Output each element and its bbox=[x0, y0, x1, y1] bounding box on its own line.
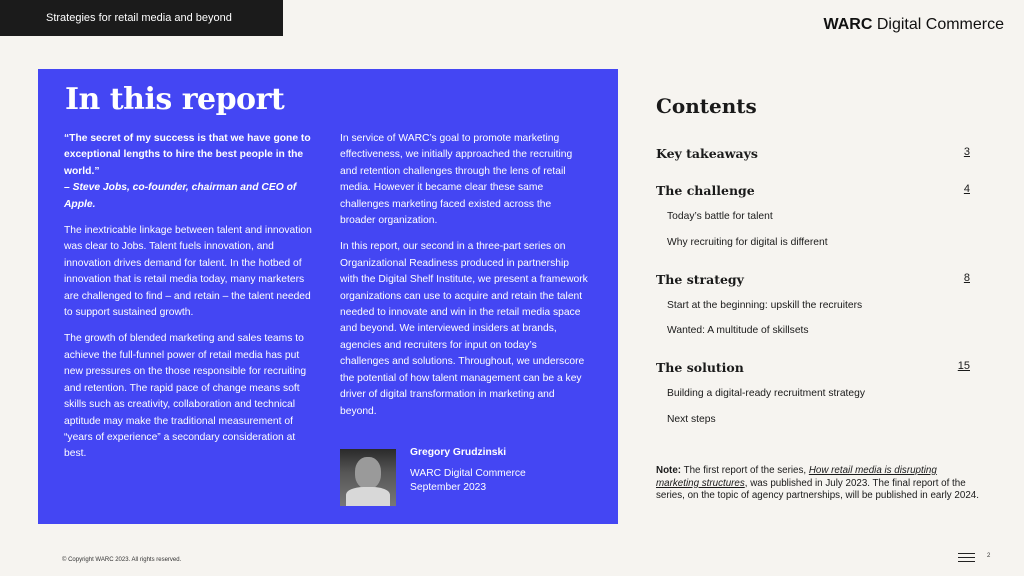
contents-sub-item[interactable]: Why recruiting for digital is different bbox=[667, 237, 828, 248]
section-label-bar bbox=[0, 0, 283, 36]
note-text-2: , was published in July 2023. The final report of the series, on the topic of agency partnerships, will be published in early 2024. bbox=[656, 477, 979, 501]
quote: “The secret of my success is that we have gone to exceptional lengths to hire the best people in the world.” bbox=[64, 133, 311, 177]
report-link[interactable]: How retail media is disrupting marketing structures bbox=[656, 465, 937, 489]
intro-paragraph-2: The growth of blended marketing and sales teams to achieve the full-funnel power of retail media has put new pressures on the those responsible for recruiting and retention. The rapid pace of change means soft skills such as creativity, collaboration and technical aptitude may make the traditional measurement of “years of experience” a secondary consideration at best. bbox=[64, 333, 307, 460]
contents-sub-item[interactable]: Start at the beginning: upskill the recruiters bbox=[667, 300, 863, 311]
contents-sub-item[interactable]: Building a digital-ready recruitment strategy bbox=[667, 388, 866, 399]
author-block bbox=[340, 449, 590, 509]
contents-page-link[interactable]: 3 bbox=[963, 146, 970, 158]
contents-item-the-challenge[interactable] bbox=[656, 183, 976, 198]
author-details bbox=[410, 467, 526, 495]
contents-item-the-strategy[interactable] bbox=[656, 272, 976, 287]
intro-paragraph-4: In this report, our second in a three-part series on Organizational Readiness produced in partnership with the Digital Shelf Institute, we present a framework organizations can use to acquire and retain the talent needed to innovate and win in the retail media space and beyond. We interviewed insiders at brands, agencies and recruiters for input on today’s challenges and solutions. Throughout, we underscore the potential of how talent management can be a key driver of digital transformation in marketing and beyond. bbox=[340, 241, 588, 417]
intro-paragraph-1: The inextricable linkage between talent and innovation was clear to Jobs. Talent fuels innovation, and innovation drives demand for talent. In the hotbed of innovation that is retail media today, many marketers are challenged to find – and retain – the talent needed to support sustained growth. bbox=[64, 225, 312, 319]
contents-page-link[interactable]: 15 bbox=[957, 360, 970, 372]
contents-sub-item[interactable]: Next steps bbox=[667, 414, 716, 425]
copyright: © Copyright WARC 2023. All rights reserved. bbox=[62, 557, 182, 563]
contents-item-label: The challenge bbox=[656, 183, 755, 198]
contents-page-link[interactable]: 8 bbox=[963, 272, 970, 284]
contents-item-key-takeaways[interactable] bbox=[656, 146, 976, 161]
author-date: September 2023 bbox=[410, 482, 487, 493]
note-text-1: The first report of the series, bbox=[681, 465, 809, 476]
intro-panel bbox=[38, 69, 618, 524]
contents-item-label: The solution bbox=[656, 360, 744, 375]
quote-attribution: – Steve Jobs, co-founder, chairman and CEO of Apple. bbox=[64, 182, 297, 210]
menu-icon[interactable] bbox=[958, 553, 975, 562]
author-photo bbox=[340, 449, 396, 506]
contents-title: Contents bbox=[656, 94, 757, 118]
contents-item-label: The strategy bbox=[656, 272, 744, 287]
note-label: Note: bbox=[656, 465, 682, 476]
contents-item-label: Key takeaways bbox=[656, 146, 758, 161]
brand-logo bbox=[824, 16, 1004, 34]
page-number: 2 bbox=[987, 553, 991, 559]
series-note bbox=[656, 465, 981, 503]
author-org: WARC Digital Commerce bbox=[410, 468, 526, 479]
section-label: Strategies for retail media and beyond bbox=[46, 12, 232, 24]
contents-page-link[interactable]: 4 bbox=[963, 183, 970, 195]
brand-rest: Digital Commerce bbox=[872, 16, 1004, 33]
brand-bold: WARC bbox=[823, 16, 873, 33]
intro-title: In this report bbox=[65, 82, 285, 117]
contents-item-the-solution[interactable] bbox=[656, 360, 976, 375]
intro-column-right bbox=[340, 131, 588, 430]
intro-column-left bbox=[64, 131, 314, 473]
author-name: Gregory Grudzinski bbox=[410, 447, 507, 458]
contents-sub-item[interactable]: Wanted: A multitude of skillsets bbox=[667, 325, 809, 336]
intro-paragraph-3: In service of WARC’s goal to promote marketing effectiveness, we initially approached the recruiting and retention challenges through the lens of retail media. However it became clear these same challenges marketing faced existed across the broader organization. bbox=[340, 133, 573, 227]
contents-sub-item[interactable]: Today’s battle for talent bbox=[667, 211, 773, 222]
